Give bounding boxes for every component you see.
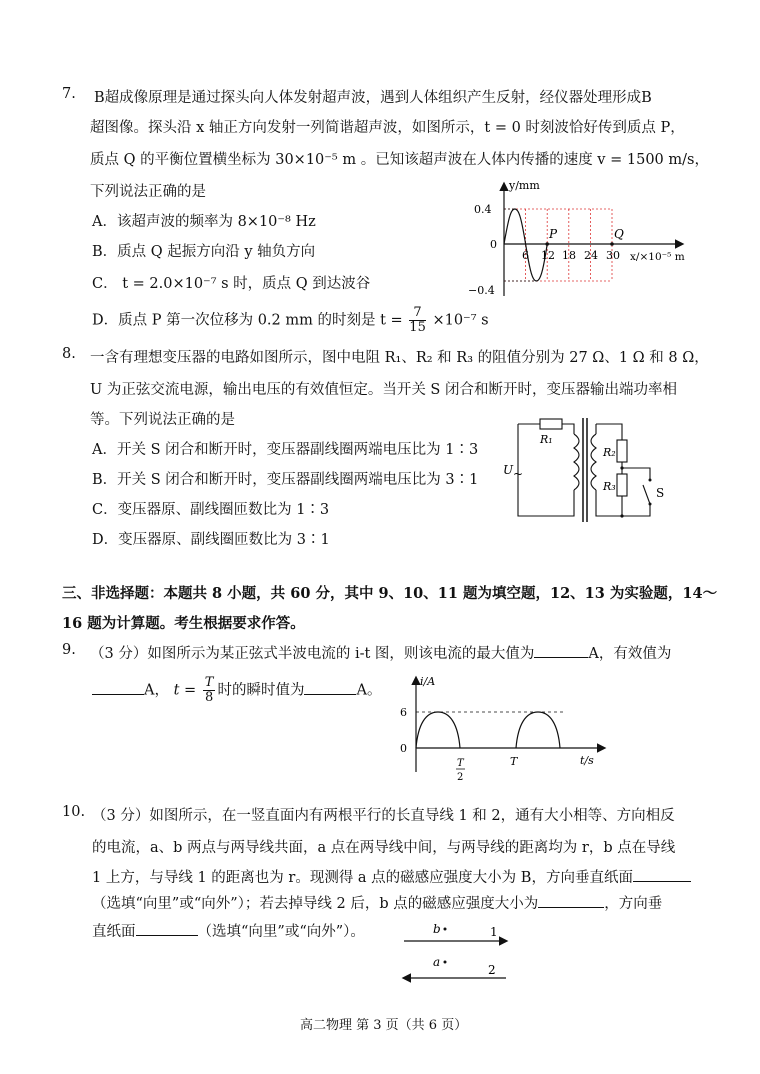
q10-label-a: a (433, 955, 441, 969)
q10-line4-text: （选填“向里”或“向外”）；若去掉导线 2 后，b 点的磁感应强度大小为 (92, 896, 539, 912)
section3-heading-line1: 三、非选择题：本题共 8 小题，共 60 分，其中 9、10、11 题为填空题，12、13 为实验题，14～ (62, 585, 718, 602)
q7-point-p (545, 242, 549, 246)
q8-stem-line1: 一含有理想变压器的电路如图所示，图中电阻 R₁、R₂ 和 R₃ 的阻值分别为 27 Ω、1 Ω 和 8 Ω， (90, 350, 709, 366)
q9-line2 (92, 676, 381, 705)
q7-x-tick-30: 30 (606, 249, 620, 262)
q10-line3 (92, 866, 691, 887)
q10-blank-direction-b[interactable] (136, 935, 198, 936)
q9-line1 (90, 642, 671, 663)
q8-resistor-r2 (617, 440, 627, 462)
q9-number: 9. (62, 642, 76, 658)
q9-t-equals: t = (173, 682, 197, 699)
q8-secondary-coil (591, 434, 596, 490)
q10-point-a (444, 961, 447, 964)
q7-option-d-text: D．质点 P 第一次位移为 0.2 mm 的时刻是 t = (92, 312, 403, 329)
q7-y-tick-top: 0.4 (474, 203, 492, 216)
q8-switch-s (643, 485, 650, 504)
q10-point-b (444, 928, 447, 931)
q8-option-a: A．开关 S 闭合和断开时，变压器副线圈两端电压比为 1∶3 (92, 442, 479, 458)
q10-line2: 的电流，a、b 两点与两导线共面，a 点在两导线中间，与两导线的距离均为 r，b 点在导线 (92, 840, 676, 856)
q9-fraction-denominator: 8 (204, 690, 214, 705)
q10-number: 10. (62, 804, 86, 820)
q7-y-tick-zero: 0 (490, 238, 497, 251)
q7-wave-graph (460, 178, 700, 308)
q7-option-d (92, 306, 489, 335)
q8-label-u: U (503, 463, 514, 477)
q8-option-c: C．变压器原、副线圈匝数比为 1∶3 (92, 502, 330, 518)
q9-line2-end: A。 (356, 682, 382, 699)
q9-t-half-num: T (457, 758, 464, 769)
q9-current-graph (390, 672, 620, 790)
q10-wires-diagram (400, 916, 520, 988)
section3-heading-line2: 16 题为计算题。考生根据要求作答。 (62, 615, 305, 632)
q9-i-label: i/A (420, 675, 436, 688)
q8-label-r3: R₃ (603, 480, 616, 493)
q8-number: 8. (62, 346, 76, 362)
q9-line2-unit: A， (144, 682, 169, 699)
q7-grid (504, 209, 612, 281)
q7-stem-line2: 超图像。探头沿 x 轴正方向发射一列简谐超声波，如图所示，t = 0 时刻波恰好传到质点 P， (90, 120, 685, 136)
q7-x-tick-6: 6 (522, 249, 529, 262)
q7-y-tick-bottom: −0.4 (468, 284, 495, 297)
page-footer: 高二物理 第 3 页（共 6 页） (300, 1018, 468, 1033)
q8-label-tilde: ~ (513, 467, 524, 481)
q8-resistor-r1 (540, 419, 562, 429)
q7-x-label: x/×10⁻⁵ m (630, 251, 685, 263)
q10-line4 (92, 892, 662, 913)
q7-option-d-numerator: 7 (409, 306, 426, 321)
q10-blank-magnitude-b[interactable] (538, 907, 604, 908)
q9-t-half-den: 2 (457, 772, 464, 783)
q7-stem-line3: 质点 Q 的平衡位置横坐标为 30×10⁻⁵ m 。已知该超声波在人体内传播的速度 v = 1500 m/s， (90, 152, 709, 168)
q8-primary-coil (574, 434, 579, 490)
q9-half-wave-2 (516, 712, 560, 748)
q7-stem-line4: 下列说法正确的是 (90, 184, 206, 200)
q8-option-d: D．变压器原、副线圈匝数比为 3∶1 (92, 532, 330, 548)
q10-line1: （3 分）如图所示，在一竖直面内有两根平行的长直导线 1 和 2，通有大小相等、方向相反 (92, 808, 675, 824)
q8-label-r2: R₂ (603, 446, 616, 459)
q8-label-s: S (656, 486, 665, 500)
q7-stem-line1: B超成像原理是通过探头向人体发射超声波，遇到人体组织产生反射，经仪器处理形成B (94, 90, 652, 106)
q7-option-a: A．该超声波的频率为 8×10⁻⁸ Hz (92, 214, 316, 230)
q9-fraction (203, 676, 216, 705)
q10-label-b: b (433, 922, 441, 936)
q7-y-label: y/mm (509, 179, 540, 192)
q7-x-tick-24: 24 (584, 249, 598, 262)
q8-circuit-diagram (500, 412, 680, 527)
q9-line2-text: 时的瞬时值为 (217, 682, 305, 699)
q7-option-b: B．质点 Q 起振方向沿 y 轴负方向 (92, 244, 316, 260)
q9-half-wave-1 (416, 712, 460, 748)
q7-point-q (610, 242, 614, 246)
q8-option-b: B．开关 S 闭合和断开时，变压器副线圈两端电压比为 3∶1 (92, 472, 479, 488)
q7-x-tick-12: 12 (541, 249, 555, 262)
q7-option-c: C． t = 2.0×10⁻⁷ s 时，质点 Q 到达波谷 (92, 276, 371, 292)
q9-blank-rms[interactable] (92, 694, 144, 695)
q9-y-tick-6: 6 (400, 706, 407, 719)
q9-t-full: T (510, 755, 518, 768)
q7-x-tick-18: 18 (562, 249, 576, 262)
q10-label-wire2: 2 (488, 963, 496, 977)
q7-option-d-denominator: 15 (409, 320, 426, 335)
q7-number: 7. (62, 86, 76, 102)
q10-label-wire1: 1 (490, 925, 498, 939)
q8-resistor-r3 (617, 474, 627, 496)
q7-label-q: Q (614, 227, 624, 241)
q9-t-label: t/s (580, 754, 594, 767)
q8-stem-line3: 等。下列说法正确的是 (90, 412, 235, 428)
q7-label-p: P (549, 227, 558, 241)
q9-line1-tail: A，有效值为 (588, 646, 672, 662)
q8-label-r1: R₁ (540, 433, 553, 446)
q10-line3-text: 1 上方，与导线 1 的距离也为 r。现测得 a 点的磁感应强度大小为 B，方向垂直纸面 (92, 870, 633, 886)
q9-fraction-numerator: T (204, 675, 214, 690)
q10-line4-tail: ，方向垂 (604, 896, 663, 912)
q9-line1-text: （3 分）如图所示为某正弦式半波电流的 i-t 图，则该电流的最大值为 (90, 646, 535, 662)
q9-y-tick-0: 0 (400, 742, 407, 755)
q9-blank-max[interactable] (534, 657, 588, 658)
q10-line5-text: 直纸面 (92, 924, 136, 940)
q10-line5 (92, 920, 365, 941)
q9-blank-instant[interactable] (304, 694, 356, 695)
q7-option-d-fraction (409, 306, 426, 335)
q10-blank-direction-a[interactable] (633, 881, 691, 882)
q7-option-d-exp: ×10⁻⁷ s (432, 312, 489, 329)
q10-line5-tail: （选填“向里”或“向外”）。 (197, 924, 365, 940)
q8-stem-line2: U 为正弦交流电源，输出电压的有效值恒定。当开关 S 闭合和断开时，变压器输出端功率相 (90, 382, 677, 398)
